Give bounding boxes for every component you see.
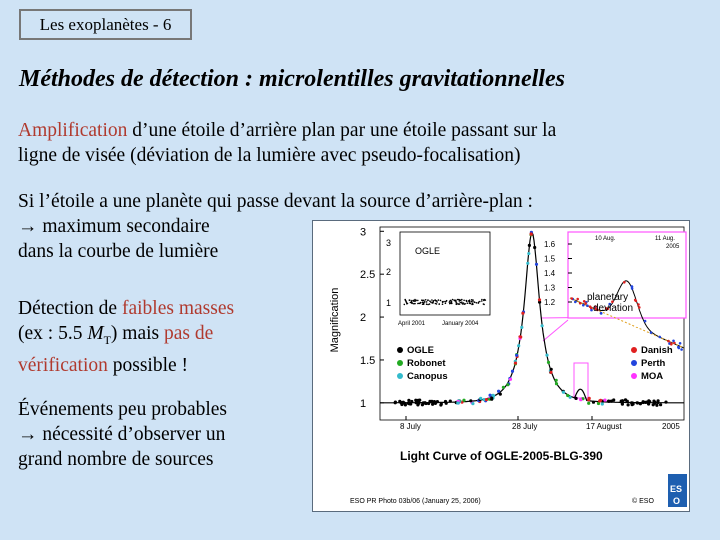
ogle-baseline-point (404, 304, 406, 306)
data-point (547, 361, 550, 364)
data-point (579, 398, 582, 401)
data-point (555, 382, 558, 385)
inset-y-tick: 1.3 (544, 283, 556, 293)
ogle-baseline-point (449, 303, 451, 305)
data-point (538, 298, 541, 301)
data-point (664, 401, 667, 404)
svg-text:ES: ES (670, 484, 683, 494)
data-point (431, 403, 434, 406)
legend-marker (397, 360, 403, 366)
eso-logo (668, 474, 687, 507)
deviation-point (638, 306, 641, 309)
data-point (592, 401, 595, 404)
ogle-baseline-point (436, 303, 438, 305)
ogle-baseline-point (432, 301, 434, 303)
ogle-baseline-point (422, 303, 424, 305)
svg-text:2: 2 (386, 267, 392, 277)
ogle-baseline-point (469, 301, 471, 303)
ogle-baseline-point (445, 301, 447, 303)
data-point (511, 370, 514, 373)
ogle-baseline-point (442, 301, 444, 303)
ogle-baseline-point (483, 300, 485, 302)
svg-text:January 2004: January 2004 (442, 321, 479, 327)
data-point (449, 400, 452, 403)
data-point (398, 400, 401, 403)
data-point (519, 335, 522, 338)
deviation-point (623, 281, 626, 284)
data-point (521, 312, 524, 315)
ogle-baseline-point (460, 302, 462, 304)
ogle-baseline-point (466, 301, 468, 303)
data-point (588, 397, 591, 400)
ogle-baseline-point (481, 300, 483, 302)
svg-text:April 2001: April 2001 (398, 321, 426, 327)
data-point (394, 401, 397, 404)
data-point (631, 401, 634, 404)
data-point (587, 402, 590, 405)
data-point (626, 400, 629, 403)
ogle-baseline-point (405, 300, 407, 302)
deviation-point (582, 304, 585, 307)
legend-marker (397, 347, 403, 353)
legend-label: OGLE (407, 345, 434, 356)
paragraph-amplification: Amplification d’une étoile d’arrière plan par une étoile passant sur la ligne de visée (déviation de la lumière avec pseudo-focalisation) (18, 120, 557, 166)
deviation-point (650, 331, 653, 334)
ogle-baseline-point (410, 302, 412, 304)
figure-caption: Light Curve of OGLE-2005-BLG-390 (400, 449, 603, 463)
deviation-point (667, 340, 670, 343)
deviation-point (579, 302, 582, 305)
deviation-label: deviation (593, 303, 634, 314)
data-point (603, 399, 606, 402)
data-point (545, 354, 548, 357)
svg-text:O: O (673, 496, 681, 506)
deviation-point (672, 340, 675, 343)
data-point (530, 233, 533, 236)
ogle-baseline-point (481, 299, 483, 301)
y-tick-label: 1 (360, 397, 367, 410)
data-point (469, 399, 472, 402)
data-point (535, 263, 538, 266)
data-point (417, 399, 420, 402)
inset-y-tick: 1.2 (544, 298, 556, 307)
ogle-baseline-point (411, 300, 413, 302)
data-point (517, 344, 520, 347)
data-point (620, 400, 623, 403)
ogle-baseline-point (483, 304, 485, 306)
ogle-baseline-point (479, 301, 481, 303)
data-point (599, 399, 602, 402)
ogle-baseline-point (442, 303, 444, 305)
data-point (549, 371, 552, 374)
svg-text:10 Aug.: 10 Aug. (595, 236, 616, 242)
data-point (403, 402, 406, 405)
data-point (659, 403, 662, 406)
photo-credit: ESO PR Photo 03b/06 (January 25, 2006) (350, 498, 481, 505)
svg-text:11 Aug.: 11 Aug. (655, 236, 675, 242)
ogle-baseline-point (450, 300, 452, 302)
data-point (422, 401, 425, 404)
legend-label: MOA (641, 371, 664, 382)
ogle-baseline-point (430, 301, 432, 303)
inset-ogle-label: OGLE (415, 246, 441, 256)
legend-label: Perth (641, 358, 666, 369)
data-point (601, 402, 604, 405)
y-tick-label: 1.5 (360, 354, 376, 367)
legend-label: Robonet (407, 358, 446, 369)
ogle-baseline-point (421, 299, 423, 301)
inset-y-tick: 1.4 (544, 269, 556, 278)
deviation-point (586, 304, 589, 307)
ogle-baseline-point (463, 300, 465, 302)
deviation-point (679, 342, 682, 345)
legend-marker (631, 373, 637, 379)
data-point (514, 362, 517, 365)
x-tick-label: 28 July (512, 422, 538, 431)
data-point (526, 262, 529, 265)
deviation-point (631, 285, 634, 288)
data-point (416, 403, 419, 406)
paragraph-detection: Détection de faibles masses (ex : 5.5 $M_T$) mais pas de vérification possible ! (18, 298, 235, 376)
ogle-baseline-point (449, 301, 451, 303)
legend-label: Canopus (407, 371, 448, 382)
ogle-baseline-point (443, 301, 445, 303)
svg-text:3: 3 (386, 238, 392, 248)
data-point (497, 390, 500, 393)
data-point (471, 402, 474, 405)
svg-text:2005: 2005 (666, 244, 680, 250)
data-point (506, 383, 509, 386)
data-point (490, 398, 493, 401)
ogle-baseline-point (417, 300, 419, 302)
ogle-baseline-point (456, 302, 458, 304)
ogle-baseline-point (438, 303, 440, 305)
data-point (527, 252, 530, 255)
data-point (612, 398, 615, 401)
data-point (647, 401, 650, 404)
ogle-baseline-point (409, 299, 411, 301)
data-point (541, 324, 544, 327)
ogle-baseline-point (436, 300, 438, 302)
data-point (627, 403, 630, 406)
data-point (409, 402, 412, 405)
legend-marker (631, 360, 637, 366)
ogle-baseline-point (457, 303, 459, 305)
data-point (407, 399, 410, 402)
data-point (444, 400, 447, 403)
inset-y-tick: 1.6 (544, 240, 556, 249)
year-label: 2005 (662, 422, 680, 431)
data-point (489, 394, 492, 397)
y-tick-label: 2.5 (360, 269, 376, 282)
ogle-baseline-point (440, 300, 442, 302)
ogle-baseline-point (426, 303, 428, 305)
deviation-point (574, 301, 577, 304)
x-tick-label: 17 August (586, 422, 622, 431)
y-tick-label: 2 (360, 312, 367, 325)
ogle-baseline-point (452, 299, 454, 301)
ogle-baseline-point (458, 299, 460, 301)
ogle-baseline-point (406, 303, 408, 305)
ogle-baseline-point (422, 302, 424, 304)
deviation-point (635, 300, 638, 303)
data-point (439, 403, 442, 406)
light-curve-figure (312, 220, 690, 512)
paragraph-planet: Si l’étoile a une planète qui passe devant la source d’arrière-plan : → maximum secondaire dans la courbe de lumière (18, 191, 533, 262)
ogle-baseline-point (451, 302, 453, 304)
ogle-baseline-point (425, 299, 427, 301)
ogle-baseline-point (459, 303, 461, 305)
ogle-baseline-point (471, 301, 473, 303)
data-point (462, 399, 465, 402)
ogle-baseline-point (411, 303, 413, 305)
ogle-baseline-point (414, 303, 416, 305)
deviation-point (637, 303, 640, 306)
ogle-baseline-point (461, 301, 463, 303)
data-point (485, 398, 488, 401)
y-tick-label: 3 (360, 226, 367, 239)
slide-tag: Les exoplanètes - 6 (19, 9, 192, 40)
deviation-point (571, 297, 574, 300)
legend-marker (397, 373, 403, 379)
data-point (499, 393, 502, 396)
deviation-point (658, 336, 661, 339)
legend-label: Danish (641, 345, 673, 356)
data-point (657, 399, 660, 402)
ogle-baseline-point (476, 302, 478, 304)
data-point (434, 402, 437, 405)
data-point (550, 368, 553, 371)
planetary-label: planetary (587, 292, 629, 303)
ogle-baseline-point (424, 301, 426, 303)
data-point (502, 386, 505, 389)
ogle-baseline-point (463, 303, 465, 305)
ogle-baseline-point (472, 300, 474, 302)
data-point (456, 401, 459, 404)
eso-credit: © ESO (632, 498, 654, 505)
ogle-baseline-point (469, 299, 471, 301)
ogle-baseline-point (471, 299, 473, 301)
ogle-baseline-point (418, 303, 420, 305)
deviation-point (678, 347, 681, 350)
ogle-baseline-point (427, 300, 429, 302)
data-point (636, 401, 639, 404)
ogle-baseline-point (415, 300, 417, 302)
deviation-point (644, 320, 647, 323)
inset-y-tick: 1.5 (544, 254, 556, 264)
paragraph-events: Événements peu probables → nécessité d’observer un grand nombre de sources (18, 399, 228, 470)
ogle-baseline-point (429, 303, 431, 305)
data-point (574, 397, 577, 400)
data-point (562, 391, 565, 394)
data-point (491, 394, 494, 397)
slide-title: Méthodes de détection : microlentilles gravitationnelles (19, 66, 565, 92)
data-point (555, 379, 558, 382)
ogle-baseline-point (404, 299, 406, 301)
svg-text:1: 1 (386, 298, 392, 308)
ogle-baseline-point (413, 300, 415, 302)
highlight-amplification: Amplification (18, 120, 128, 141)
ogle-baseline-point (420, 302, 422, 304)
data-point (528, 244, 531, 247)
data-point (566, 394, 569, 397)
y-axis-label: Magnification (329, 287, 341, 353)
data-point (533, 246, 536, 249)
ogle-baseline-point (454, 300, 456, 302)
data-point (642, 400, 645, 403)
ogle-baseline-point (426, 301, 428, 303)
ogle-baseline-point (472, 304, 474, 306)
ogle-baseline-point (431, 299, 433, 301)
data-point (607, 400, 610, 403)
deviation-point (576, 298, 579, 301)
ogle-baseline-point (438, 299, 440, 301)
ogle-baseline-point (434, 299, 436, 301)
x-tick-label: 8 July (400, 422, 421, 431)
ogle-baseline-point (473, 301, 475, 303)
ogle-baseline-point (423, 300, 425, 302)
data-point (652, 403, 655, 406)
deviation-point (680, 348, 683, 351)
data-point (520, 326, 523, 329)
ogle-baseline-point (478, 302, 480, 304)
legend-marker (631, 347, 637, 353)
ogle-baseline-point (469, 302, 471, 304)
data-point (509, 378, 512, 381)
ogle-baseline-point (427, 304, 429, 306)
ogle-baseline-point (445, 303, 447, 305)
ogle-baseline-point (467, 302, 469, 304)
ogle-baseline-point (460, 299, 462, 301)
data-point (479, 397, 482, 400)
data-point (515, 354, 518, 357)
